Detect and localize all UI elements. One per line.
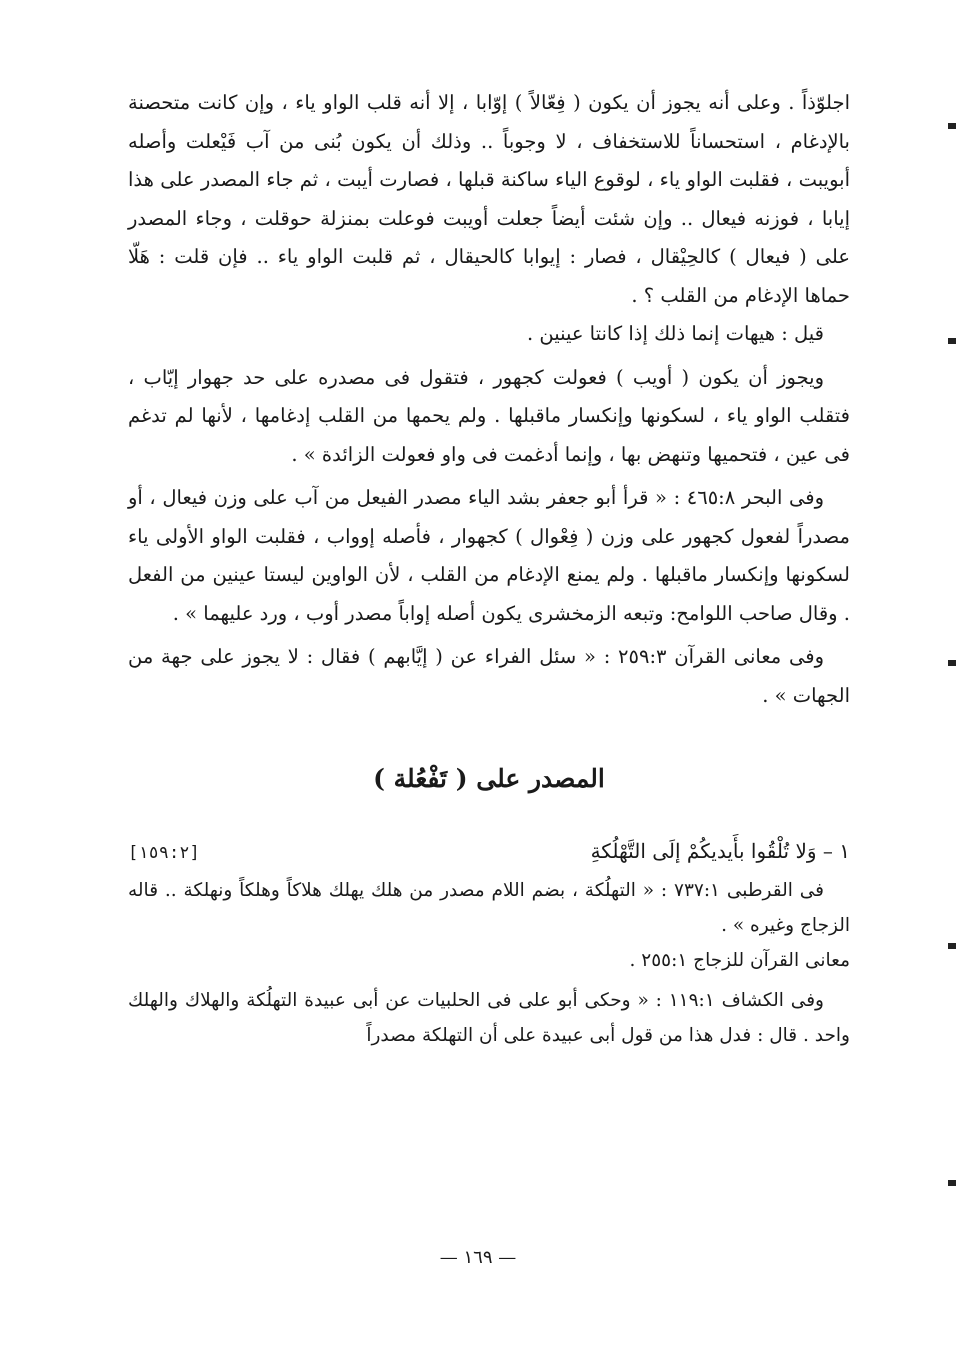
paragraph-8: وفى الكشاف ١١٩:١ : « وحكى أبو على فى الحلبيات عن أبى عبيدة التهلُكة والهلاك والهلك واحد . قال : فدل هذا من قول أبى عبيدة على أن التهلكة مصدراً bbox=[128, 990, 850, 1046]
verse-row bbox=[128, 831, 850, 873]
margin-mark bbox=[948, 660, 956, 666]
paragraph-6: فى القرطبى ٧٣٧:١ : « التهلُكة ، بضم اللام مصدر من هلك يهلك هلاكاً وهلكاً ونهلكة .. قاله الزجاج وغيره » . bbox=[128, 880, 850, 936]
page-number: — ١٦٩ — bbox=[439, 1247, 517, 1268]
verse-text: ١ – وَلا تُلْقُوا بأَيديكُمْ إلَى التَّهْلُكةِ bbox=[590, 839, 850, 863]
paragraph-2: قيل : هيهات إنما ذلك إذا كانتا عينين . bbox=[526, 322, 824, 345]
paragraph-3: ويجوز أن يكون ( أويب ) فعولت كجهور ، فتقول فى مصدره على حد جهوار إيّاب ، فتقلب الواو ياء ، لسكونها وإنكسار ماقبلها . ولم يحمها من القلب إدغامها ، لأنها لم تدغم فى عين ، فتحميها وتنهض بها ، وإنما أدغمت فى واو فعولت الزائدة » . bbox=[128, 365, 850, 466]
verse-reference: [١٥٩:٢] bbox=[128, 843, 200, 863]
margin-mark bbox=[948, 123, 956, 129]
paragraph-7: معانى القرآن للزجاج ٢٥٥:١ . bbox=[629, 950, 850, 971]
paragraph-5: وفى معانى القرآن ٢٥٩:٣ : « سئل الفراء عن ( إيَّابهم ) فقال : لا يجوز على جهة من الجهات » . bbox=[128, 645, 850, 707]
margin-mark bbox=[948, 338, 956, 344]
paragraph-1: اجلوّذاً . وعلى أنه يجوز أن يكون ( فِعّالاً ) إوّابا ، إلا أنه قلب الواو ياء ، وإن كانت متحصنة بالإدغام ، استحساناً للاستخفاف ، لا وجوباً .. وذلك أن يكون بُنى من آب فَيْعلت وأصله أبويبت ، فقلبت الواو ياء ، لوقوع الياء ساكنة قبلها ، فصارت أيبت ، ثم جاء المصدر على هذا إيابا ، فوزنه فيعال .. وإن شئت أيضاً جعلت أويبت فوعلت بمنزلة حوقلت ، وجاء المصدر على ( فيعال ) كالحِيْقال ، فصار : إيوابا كالحيقال ، ثم قلبت الواو ياء .. فإن قلت : هَلّا حماها الإدغام من القلب ؟ . bbox=[128, 91, 850, 307]
margin-mark bbox=[948, 943, 956, 949]
section-heading: المصدر على ( تَفْعُلة ) bbox=[373, 764, 605, 793]
margin-mark bbox=[948, 1180, 956, 1186]
paragraph-4: وفى البحر ٤٦٥:٨ : « قرأ أبو جعفر بشد الياء مصدر الفيعل من آب على وزن فيعال ، أو مصدراً لفعول كجهور على وزن ( فِعْوال ) كجهوار ، فأصله إوواب ، فقلبت الواو الأولى ياء لسكونها وإنكسار ماقبلها . ولم يمنع الإدغام من القلب ، لأن الواوين ليستا عينين من الفعل . وقال صاحب اللوامح: وتبعه الزمخشرى يكون أصله إواباً مصدر أوب ، ورد عليهما » . bbox=[128, 486, 850, 625]
page-body bbox=[128, 84, 850, 1053]
